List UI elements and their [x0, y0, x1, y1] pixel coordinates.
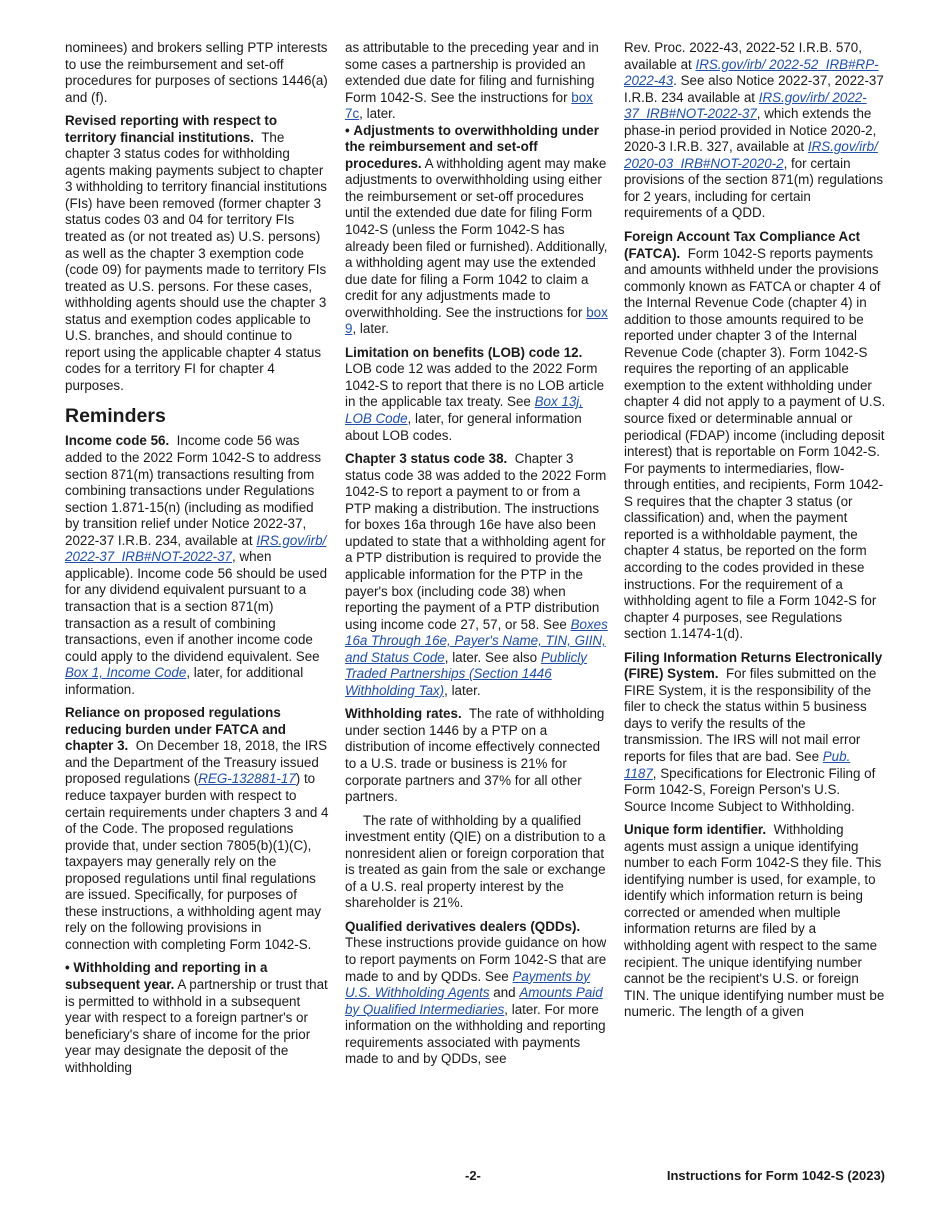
- withholding-rates-paragraph: Withholding rates. The rate of withholding under section 1446 by a PTP on a distribution of income effectively connected to a U.S. trade or business is 21% for corporate partners and 37% for all other partners.: [345, 706, 605, 805]
- rates-heading: Withholding rates.: [345, 706, 462, 722]
- irb-2022-37-link-2[interactable]: IRS.gov/irb/ 2022-37_IRB#NOT-2022-37: [624, 89, 867, 122]
- income56-heading: Income code 56.: [65, 433, 170, 449]
- column-3: [624, 40, 886, 1028]
- qie-paragraph: The rate of withholding by a qualified investment entity (QIE) on a distribution to a nonresident alien or foreign corporation that is treated as gain from the sale or exchange of a U.S. real property interest by the shareholder is 21%.: [345, 812, 606, 911]
- column-2: [345, 40, 609, 1075]
- irb-2022-52-link[interactable]: IRS.gov/irb/ 2022-52_IRB#RP-2022-43: [624, 56, 879, 89]
- box-9-link[interactable]: box 9: [345, 304, 608, 337]
- fire-paragraph: Filing Information Returns Electronically (FIRE) System. For files submitted on the FIRE System, it is the responsibility of the filer to check the status within 5 business days to verify the results of the transmission. The IRS will not mail error reports for files that are bad. See Pub. 1187, Specifications for Electronic Filing of Form 1042-S, Foreign Person's U.S. Source Income Subject to Withholding.: [624, 649, 883, 814]
- lob-paragraph: Limitation on benefits (LOB) code 12. LOB code 12 was added to the 2022 Form 1042-S to report that there is no LOB article in the applicable tax treaty. See Box 13j, LOB Code, later, for general information about LOB codes.: [345, 344, 605, 443]
- irb-2020-03-link[interactable]: IRS.gov/irb/ 2020-03_IRB#NOT-2020-2: [624, 139, 878, 171]
- bullet1-heading: Withholding and reporting in a subsequent year.: [65, 960, 268, 992]
- paragraph-continued: nominees) and brokers selling PTP interests to use the reimbursement and set-off procedures for purposes of sections 1446(a) and (f).: [65, 40, 328, 105]
- bullet2-heading: Adjustments to overwithholding under the reimbursement and set-off procedures.: [345, 122, 599, 171]
- fatca-heading: Foreign Account Tax Compliance Act (FATCA).: [624, 229, 861, 261]
- paragraph-continued-2: as attributable to the preceding year and in some cases a partnership is provided an extended due date for filing and furnishing Form 1042-S. See the instructions for box 7c, later.: [345, 40, 599, 122]
- ch3-status-paragraph: Chapter 3 status code 38. Chapter 3 status code 38 was added to the 2022 Form 1042-S to report a payment to or from a PTP making a distribution. The instructions for boxes 16a through 16e have also been updated to state that a withholding agent for a PTP distribution is required to provide the applicable information for the PTP in the payer's box (including code 38) when reporting the payment of a PTP distribution using income code 27, 57, or 58. See Boxes 16a Through 16e, Payer's Name, TIN, GIIN, and Status Code, later. See also Publicly Traded Partnerships (Section 1446 Withholding Tax), later.: [345, 451, 608, 698]
- boxes-16a-16e-link[interactable]: Boxes 16a Through 16e, Payer's Name, TIN, GIIN, and Status Code: [345, 616, 608, 665]
- fire-heading: Filing Information Returns Electronically (FIRE) System.: [624, 649, 883, 682]
- column-1: [65, 40, 329, 1076]
- ptp-section-1446-link[interactable]: Publicly Traded Partnerships (Section 1446 Withholding Tax): [345, 649, 587, 698]
- territory-paragraph: Revised reporting with respect to territory financial institutions. The chapter 3 status codes for withholding agents making payments subject to chapter 3 withholding to territory financial institutions (FIs) have been removed (former chapter 3 status codes 03 and 04 for territory FIs treated as (or not treated as) U.S. persons) as well as the chapter 3 exemption code (code 09) for payments made to territory FIs treated as U.S. persons. For these cases, withholding agents should use the chapter 3 status and exemption codes applicable to U.S. branches, and should continue to report using the applicable chapter 4 status codes for a territory FI for chapter 4 purposes.: [65, 113, 327, 393]
- pub-1187-link[interactable]: Pub. 1187: [624, 748, 851, 781]
- income56-paragraph: Income code 56. Income code 56 was added to the 2022 Form 1042-S to address section 871(m) transactions resulting from combining transactions under Regulations section 1.871-15(n) (including as modified by transition relief under Notice 2022-37, 2022-37 I.R.B. 234, available at IRS.gov/irb/ 2022-37_IRB#NOT-2022-37, when applicable). Income code 56 should be used for any dividend equivalent pursuant to a transaction that is a section 871(m) transaction as a result of combining transactions, even if another income code could apply to the dividend equivalent. See Box 1, Income Code, later, for additional information.: [65, 433, 328, 697]
- reminders-heading: Reminders: [65, 405, 166, 428]
- fatca-paragraph: Foreign Account Tax Compliance Act (FATCA). Form 1042-S reports payments and amounts withheld under the provisions commonly known as FATCA or chapter 4 of the Internal Revenue Code (chapter 4) in addition to those amounts required to be reported under chapter 3 of the Internal Revenue Code (chapter 3). Form 1042-S requires the reporting of an applicable exemption to the extent withholding under chapter 4 did not apply to a payment of U.S. source fixed or determinable annual or periodical (FDAP) income (including deposit interest) that is reportable on Form 1042-S. For payments to intermediaries, flow-through entities, and recipients, Form 1042-S requires that the chapter 3 status (or classification) and, when the payment reported is a withholdable payment, the chapter 4 status, be reported on the form according to the codes provided in these instructions. For the requirement of a withholding agent to file a Form 1042-S for chapter 4 purposes, see Regulations section 1.1474-1(d).: [624, 229, 886, 642]
- box-13j-lob-code-link[interactable]: Box 13j, LOB Code: [345, 394, 583, 427]
- box1-income-code-link[interactable]: Box 1, Income Code: [65, 665, 187, 681]
- qdd-heading: Qualified derivatives dealers (QDDs).: [345, 918, 581, 934]
- bullet-adjustments-overwithholding: • Adjustments to overwithholding under the reimbursement and set-off procedures. A withholding agent may make adjustments to overwithholding using either the reimbursement or set-off procedures until the extended due date for filing Form 1042-S (unless the Form 1042-S has already been filed or furnished). Additionally, a withholding agent may use the extended due date for filing a Form 1042 to claim a credit for any adjustments made to overwithholding. See the instructions for box 9, later.: [345, 122, 608, 337]
- lob-heading: Limitation on benefits (LOB) code 12.: [345, 344, 583, 360]
- qdd-paragraph: Qualified derivatives dealers (QDDs). These instructions provide guidance on how to report payments on Form 1042-S that are made to and by QDDs. See Payments by U.S. Withholding Agents and Amounts Paid by Qualified Intermediaries, later. For more information on the withholding and reporting requirements associated with payments made to and by QDDs, see: [345, 918, 607, 1067]
- box-7c-link[interactable]: box 7c: [345, 89, 593, 122]
- reliance-heading: Reliance on proposed regulations reducing burden under FATCA and chapter 3.: [65, 705, 286, 754]
- page-number: -2-: [465, 1168, 481, 1183]
- unique-form-identifier-paragraph: Unique form identifier. Withholding agents must assign a unique identifying number to each Form 1042-S they file. This identifying number is used, for example, to identify which information return is being corrected or amended when multiple information returns are filed by a withholding agent with respect to the same recipient. The unique identifying number cannot be the recipient's U.S. or foreign TIN. The unique identifying number must be numeric. The length of a given: [624, 822, 885, 1020]
- bullet-withholding-subsequent-year: • Withholding and reporting in a subsequent year. A partnership or trust that is permitted to withhold in a subsequent year with respect to a foreign partner's or beneficiary's share of income for the prior year may designate the deposit of the withholding: [65, 960, 328, 1075]
- amounts-paid-by-qi-link[interactable]: Amounts Paid by Qualified Intermediaries: [345, 985, 603, 1017]
- bullet-dot: •: [345, 122, 354, 138]
- reg-132881-17-link[interactable]: REG-132881-17: [198, 771, 296, 787]
- rev-proc-paragraph: Rev. Proc. 2022-43, 2022-52 I.R.B. 570, available at IRS.gov/irb/ 2022-52_IRB#RP-2022-43. See also Notice 2022-37, 2022-37 I.R.B. 234 available at IRS.gov/irb/ 2022-37_IRB#NOT-2022-37, which extends the phase-in period provided in Notice 2020-2, 2020-3 I.R.B. 327, available at IRS.gov/irb/ 2020-03_IRB#NOT-2020-2, for certain provisions of the section 871(m) regulations for 2 years, including for certain requirements of a QDD.: [624, 40, 884, 221]
- territory-heading: Revised reporting with respect to territory financial institutions.: [65, 113, 278, 145]
- ch3-heading: Chapter 3 status code 38.: [345, 451, 508, 467]
- payments-by-us-withholding-agents-link[interactable]: Payments by U.S. Withholding Agents: [345, 968, 590, 1001]
- document-title-footer: Instructions for Form 1042-S (2023): [666, 1168, 885, 1183]
- reliance-paragraph: Reliance on proposed regulations reducing burden under FATCA and chapter 3. On December 18, 2018, the IRS and the Department of the Treasury issued proposed regulations (REG-132881-17) to reduce taxpayer burden with respect to certain requirements under chapters 3 and 4 of the Code. The proposed regulations provide that, under section 7805(b)(1)(C), taxpayers may generally rely on the proposed regulations until final regulations are issued. Specifically, for purposes of these instructions, a withholding agent may rely on the following provisions in connection with completing Form 1042-S.: [65, 705, 329, 952]
- irb-2022-37-link[interactable]: IRS.gov/irb/ 2022-37_IRB#NOT-2022-37: [65, 532, 327, 565]
- bullet-dot: •: [65, 960, 74, 976]
- unique-heading: Unique form identifier.: [624, 822, 767, 838]
